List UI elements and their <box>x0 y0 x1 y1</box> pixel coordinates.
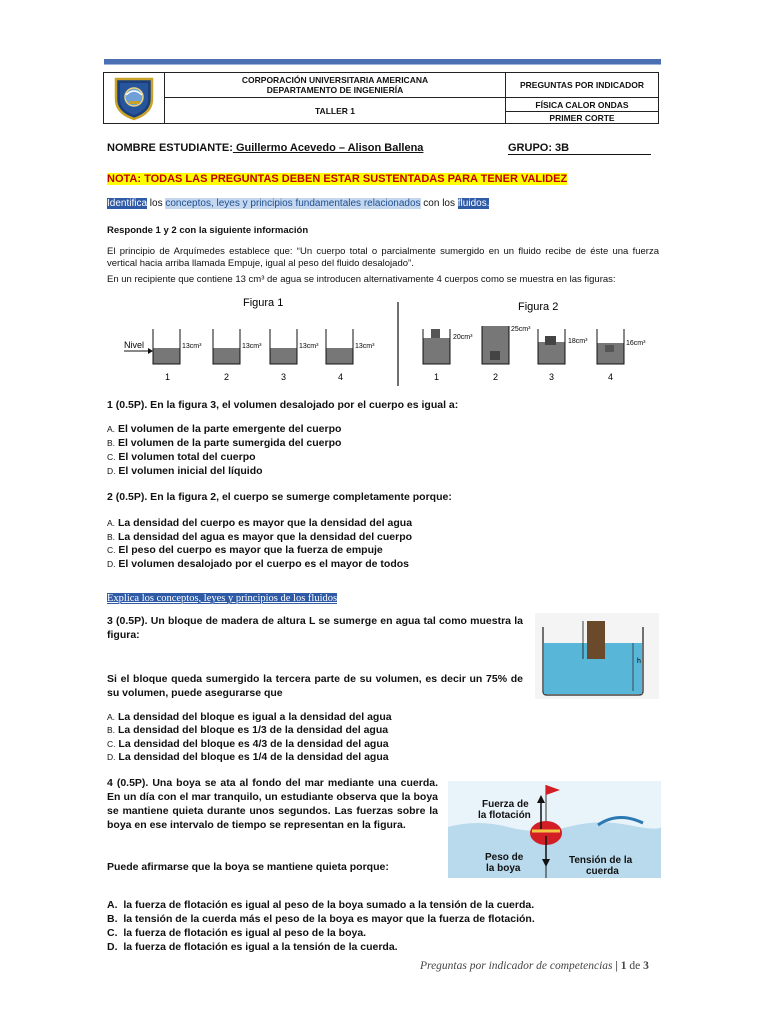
q3-body: Si el bloque queda sumergido la tercera parte de su volumen, es decir un 75% de su volumen, puede asegurarse que <box>107 673 523 699</box>
nivel-label: Nivel <box>124 340 145 350</box>
fig2-vol-3: 18cm³ <box>568 338 588 345</box>
q3-option-a-letter: A. <box>107 712 116 722</box>
student-line <box>107 142 423 154</box>
q3-option-b <box>107 724 388 736</box>
fig2-vol-1: 20cm³ <box>453 334 473 341</box>
footer-sep: | <box>612 960 621 972</box>
q2-option-b <box>107 531 412 543</box>
q1-option-a-letter: A. <box>107 424 116 434</box>
q4-option-d <box>107 941 398 953</box>
fig1-vol-2: 13cm³ <box>242 343 262 350</box>
fig1-container-2 <box>213 329 240 364</box>
q3-option-d-letter: D. <box>107 752 116 762</box>
q4-option-d-letter: D. <box>107 941 118 953</box>
q1-option-d-text: El volumen inicial del líquido <box>115 465 263 477</box>
section1-w1: Identifica <box>107 198 148 209</box>
q4-option-c-text: la fuerza de flotación es igual al peso de la boya. <box>123 927 367 939</box>
q3-option-d-text: La densidad del bloque es 1/4 de la densidad del agua <box>115 751 389 763</box>
q4-option-c <box>107 927 366 939</box>
q3-option-b-text: La densidad del bloque es 1/3 de la densidad del agua <box>115 724 389 736</box>
q3-option-a-text: La densidad del bloque es igual a la densidad del agua <box>115 711 392 723</box>
intro-heading: Responde 1 y 2 con la siguiente información <box>107 225 309 236</box>
footer-page: 1 <box>620 960 627 972</box>
q4-option-a-text: la fuerza de flotación es igual al peso de la boya sumado a la tensión de la cuerda. <box>123 899 535 911</box>
doc-type: PREGUNTAS POR INDICADOR <box>506 73 659 98</box>
q2-stem: 2 (0.5P). En la figura 2, el cuerpo se sumerge completamente porque: <box>107 491 452 503</box>
q2-option-c <box>107 544 383 556</box>
fig2-num-4: 4 <box>608 372 614 382</box>
q3-stem: 3 (0.5P). Un bloque de madera de altura L se sumerge en agua tal como muestra la figura: <box>107 615 523 641</box>
q4-option-b-letter: B. <box>107 913 118 925</box>
fig2-container-2 <box>482 326 509 364</box>
q1-option-c-letter: C. <box>107 452 116 462</box>
q4-stem: 4 (0.5P). Una boya se ata al fondo del mar mediante una cuerda. En un día con el mar tranquilo, un estudiante observa que la boya se mantiene quieta durante unos segundos. Las fuerzas sobre la boya en ese intervalo de tiempo se representan en la figura. <box>107 777 438 831</box>
fig2-num-2: 2 <box>493 372 499 382</box>
q1-option-c-text: El volumen total del cuerpo <box>115 451 256 463</box>
q2-option-d-letter: D. <box>107 559 116 569</box>
q2-option-b-text: La densidad del agua es mayor que la densidad del cuerpo <box>115 531 413 543</box>
figures-1-2 <box>118 296 658 388</box>
fig1-vol-3: 13cm³ <box>299 343 319 350</box>
intro-p1: El principio de Arquímedes establece que: “Un cuerpo total o parcialmente sumergido en un fluido recibe de éste una fuerza vertical hacia arriba llamada Empuje, igual al peso del fluido desalojado”. <box>107 246 659 269</box>
term: PRIMER CORTE <box>506 112 659 124</box>
q4-label-peso1: Peso de <box>485 852 524 863</box>
q3-option-a <box>107 711 392 723</box>
fig1-container-1 <box>153 329 180 364</box>
q1-option-d <box>107 465 263 477</box>
q3-option-d <box>107 751 389 763</box>
q2-option-d <box>107 558 409 570</box>
q3-option-c-letter: C. <box>107 739 116 749</box>
q2-option-a <box>107 517 412 529</box>
page-footer <box>420 960 649 972</box>
q4-option-b-text: la tensión de la cuerda más el peso de la boya es mayor que la fuerza de flotación. <box>123 913 535 925</box>
q1-option-b <box>107 437 341 449</box>
fig1-container-4 <box>326 329 353 364</box>
header-rule <box>104 59 661 65</box>
subject: FÍSICA CALOR ONDAS <box>506 98 659 112</box>
q4-question: Puede afirmarse que la boya se mantiene quieta porque: <box>107 861 389 873</box>
q1-stem: 1 (0.5P). En la figura 3, el volumen desalojado por el cuerpo es igual a: <box>107 399 459 411</box>
section2-text: Explica los conceptos, leyes y principios de los fluidos <box>107 593 338 604</box>
fig1-vol-1: 13cm³ <box>182 343 202 350</box>
q1-option-d-letter: D. <box>107 466 116 476</box>
fig2-num-1: 1 <box>434 372 440 382</box>
fig2-container-1 <box>423 329 450 364</box>
q4-buoy-figure <box>448 781 661 878</box>
header-table <box>103 72 659 124</box>
section1-w2: los <box>147 198 166 209</box>
fig1-container-3 <box>270 329 297 364</box>
q1-option-b-letter: B. <box>107 438 116 448</box>
q1-option-a-text: El volumen de la parte emergente del cuerpo <box>115 423 342 435</box>
section1-heading <box>107 198 489 209</box>
q1-option-c <box>107 451 256 463</box>
section1-w4: con los <box>420 198 458 209</box>
fig2-vol-4: 16cm³ <box>626 340 646 347</box>
footer-text: Preguntas por indicador de competencias <box>420 960 613 972</box>
student-label: NOMBRE ESTUDIANTE: <box>107 142 233 154</box>
group-value: 3B <box>552 142 570 154</box>
institution-name: CORPORACIÓN UNIVERSITARIA AMERICANA <box>241 75 429 85</box>
q2-option-c-letter: C. <box>107 545 116 555</box>
q2-option-a-text: La densidad del cuerpo es mayor que la densidad del agua <box>115 517 413 529</box>
doc-title: TALLER 1 <box>165 98 506 124</box>
q1-option-a <box>107 423 341 435</box>
university-logo <box>104 73 165 124</box>
fig1-vol-4: 13cm³ <box>355 343 375 350</box>
q4-option-c-letter: C. <box>107 927 118 939</box>
student-names: Guillermo Acevedo – Alison Ballena <box>232 142 424 154</box>
q4-option-b <box>107 913 535 925</box>
shield-logo-icon <box>112 73 156 121</box>
section1-w5: fluidos. <box>457 198 490 209</box>
q4-label-flot1: Fuerza de <box>482 799 529 810</box>
footer-of: de <box>626 960 644 972</box>
q1-option-b-text: El volumen de la parte sumergida del cuerpo <box>115 437 342 449</box>
q4-option-a <box>107 899 534 911</box>
section2-heading <box>107 593 337 604</box>
q2-option-a-letter: A. <box>107 518 116 528</box>
nivel-arrow-head <box>148 348 153 354</box>
q2-option-d-text: El volumen desalojado por el cuerpo es el mayor de todos <box>115 558 409 570</box>
q3-wood-block <box>587 621 605 659</box>
fig1-title: Figura 1 <box>243 297 284 309</box>
fig1-num-4: 4 <box>338 372 344 382</box>
q4-label-flot2: la flotación <box>478 810 531 821</box>
group-line <box>508 142 651 155</box>
q4-label-peso2: la boya <box>486 863 521 874</box>
group-label: GRUPO: <box>508 142 552 154</box>
fig1-num-3: 3 <box>281 372 287 382</box>
q2-option-b-letter: B. <box>107 532 116 542</box>
intro-p2: En un recipiente que contiene 13 cm³ de agua se introducen alternativamente 4 cuerpos como se muestra en las figuras: <box>107 274 616 285</box>
fig2-title: Figura 2 <box>518 301 559 313</box>
q3-option-c <box>107 738 389 750</box>
q3-option-c-text: La densidad del bloque es 4/3 de la densidad del agua <box>115 738 389 750</box>
fig2-container-3 <box>538 329 565 364</box>
q2-option-c-text: El peso del cuerpo es mayor que la fuerza de empuje <box>115 544 383 556</box>
department-name: DEPARTAMENTO DE INGENIERÍA <box>266 85 404 95</box>
q3-h-label: h <box>637 658 641 665</box>
q4-option-d-text: la fuerza de flotación es igual a la tensión de la cuerda. <box>123 941 398 953</box>
nota-text: NOTA: TODAS LAS PREGUNTAS DEBEN ESTAR SUSTENTADAS PARA TENER VALIDEZ <box>107 173 568 185</box>
section1-w3: conceptos, leyes y principios fundamentales relacionados <box>165 198 421 209</box>
fig2-container-4 <box>597 329 624 364</box>
q4-label-ten1: Tensión de la <box>569 855 633 866</box>
fig1-num-2: 2 <box>224 372 230 382</box>
q3-option-b-letter: B. <box>107 725 116 735</box>
nota-banner <box>107 169 567 187</box>
q3-block-figure <box>535 613 659 699</box>
footer-total: 3 <box>643 960 649 972</box>
fig1-num-1: 1 <box>165 372 171 382</box>
fig2-vol-2: 25cm³ <box>511 326 531 333</box>
q4-option-a-letter: A. <box>107 899 118 911</box>
q4-label-ten2: cuerda <box>586 866 619 877</box>
fig2-num-3: 3 <box>549 372 555 382</box>
